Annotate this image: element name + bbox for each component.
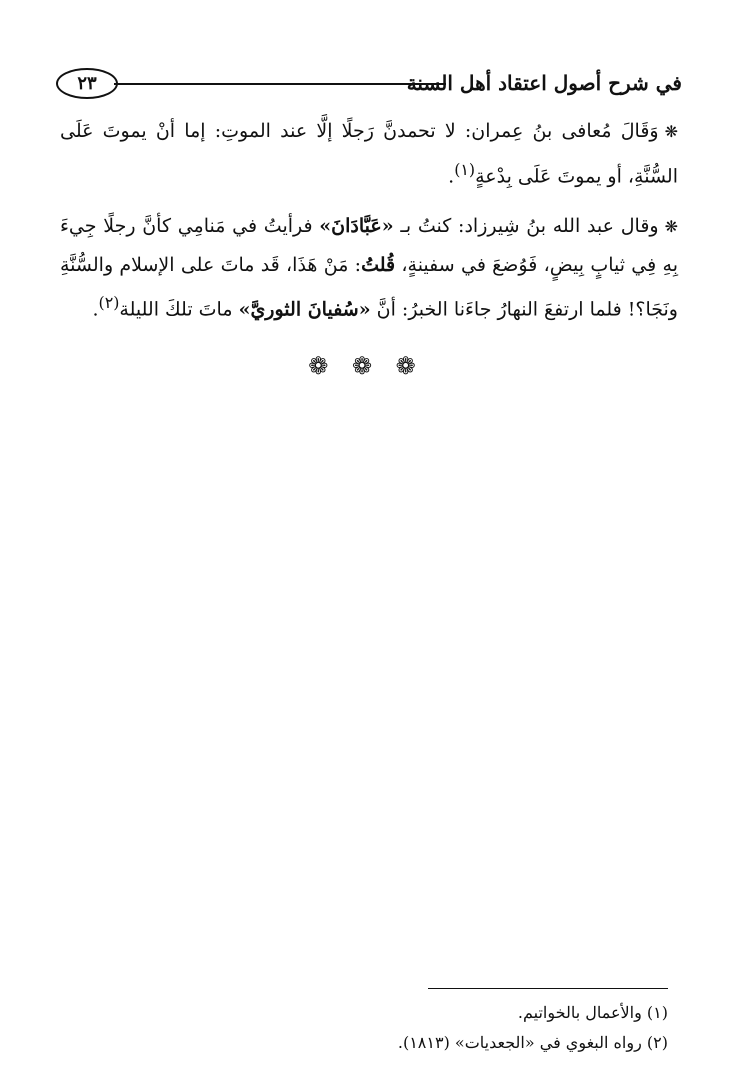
place-name-abbadan: «عَبَّادَانَ» xyxy=(319,215,394,238)
name-sufyan-althawri: «سُفيانَ الثوريَّ» xyxy=(238,298,371,321)
paragraph-text: وقال عبد الله بنُ شِيرزاد: كنتُ بـ xyxy=(393,215,659,238)
footnotes xyxy=(60,998,668,1058)
section-divider-flower-icons: ❁ ❁ ❁ xyxy=(308,352,424,380)
footnote-separator xyxy=(428,988,668,989)
header-rule xyxy=(114,83,446,85)
period: . xyxy=(92,298,99,321)
period: . xyxy=(448,165,455,188)
footnote-ref-1: (١) xyxy=(454,160,476,179)
paragraph-shirzad xyxy=(60,207,678,328)
paragraph-text: فرأيتُ في مَنامِي كأنَّ رجلًا جِيءَ بِهِ فِي ثيابٍ بِيضٍ، فَوُضعَ في سفينةٍ، xyxy=(60,215,678,277)
paragraph-text: : مَنْ هَذَا، قَد ماتَ على الإسلام والسُّنَّةِ ونَجَا؟! فلما ارتفعَ النهارُ جاءَنا الخبرُ: أنَّ xyxy=(60,254,678,321)
footnote-1: (١) والأعمال بالخواتيم. xyxy=(517,1003,668,1022)
paragraph-muafa xyxy=(60,112,678,195)
asterisk-flower-icon: ❋ xyxy=(664,217,678,237)
footnote-2: (٢) رواه البغوي في «الجعديات» (١٨١٣). xyxy=(397,1033,668,1052)
paragraph-text: وَقَالَ مُعافى بنُ عِمران: لا تحمدنَّ رَجلًا إلَّا عند الموتِ: إما أنْ يموتَ عَلَى السُّنَّةِ، أو يموتَ عَلَى بِدْعةٍ xyxy=(60,120,678,188)
paragraph-text: ماتَ تلكَ الليلة xyxy=(119,298,239,321)
page-header xyxy=(56,66,682,100)
main-text xyxy=(60,112,678,341)
footnote-ref-2: (٢) xyxy=(98,293,120,313)
word-qultu: قُلتُ xyxy=(361,254,396,277)
page-number: ٢٣ xyxy=(56,68,118,99)
running-title: في شرح أصول اعتقاد أهل السنة xyxy=(406,71,682,95)
asterisk-flower-icon: ❋ xyxy=(664,122,678,141)
